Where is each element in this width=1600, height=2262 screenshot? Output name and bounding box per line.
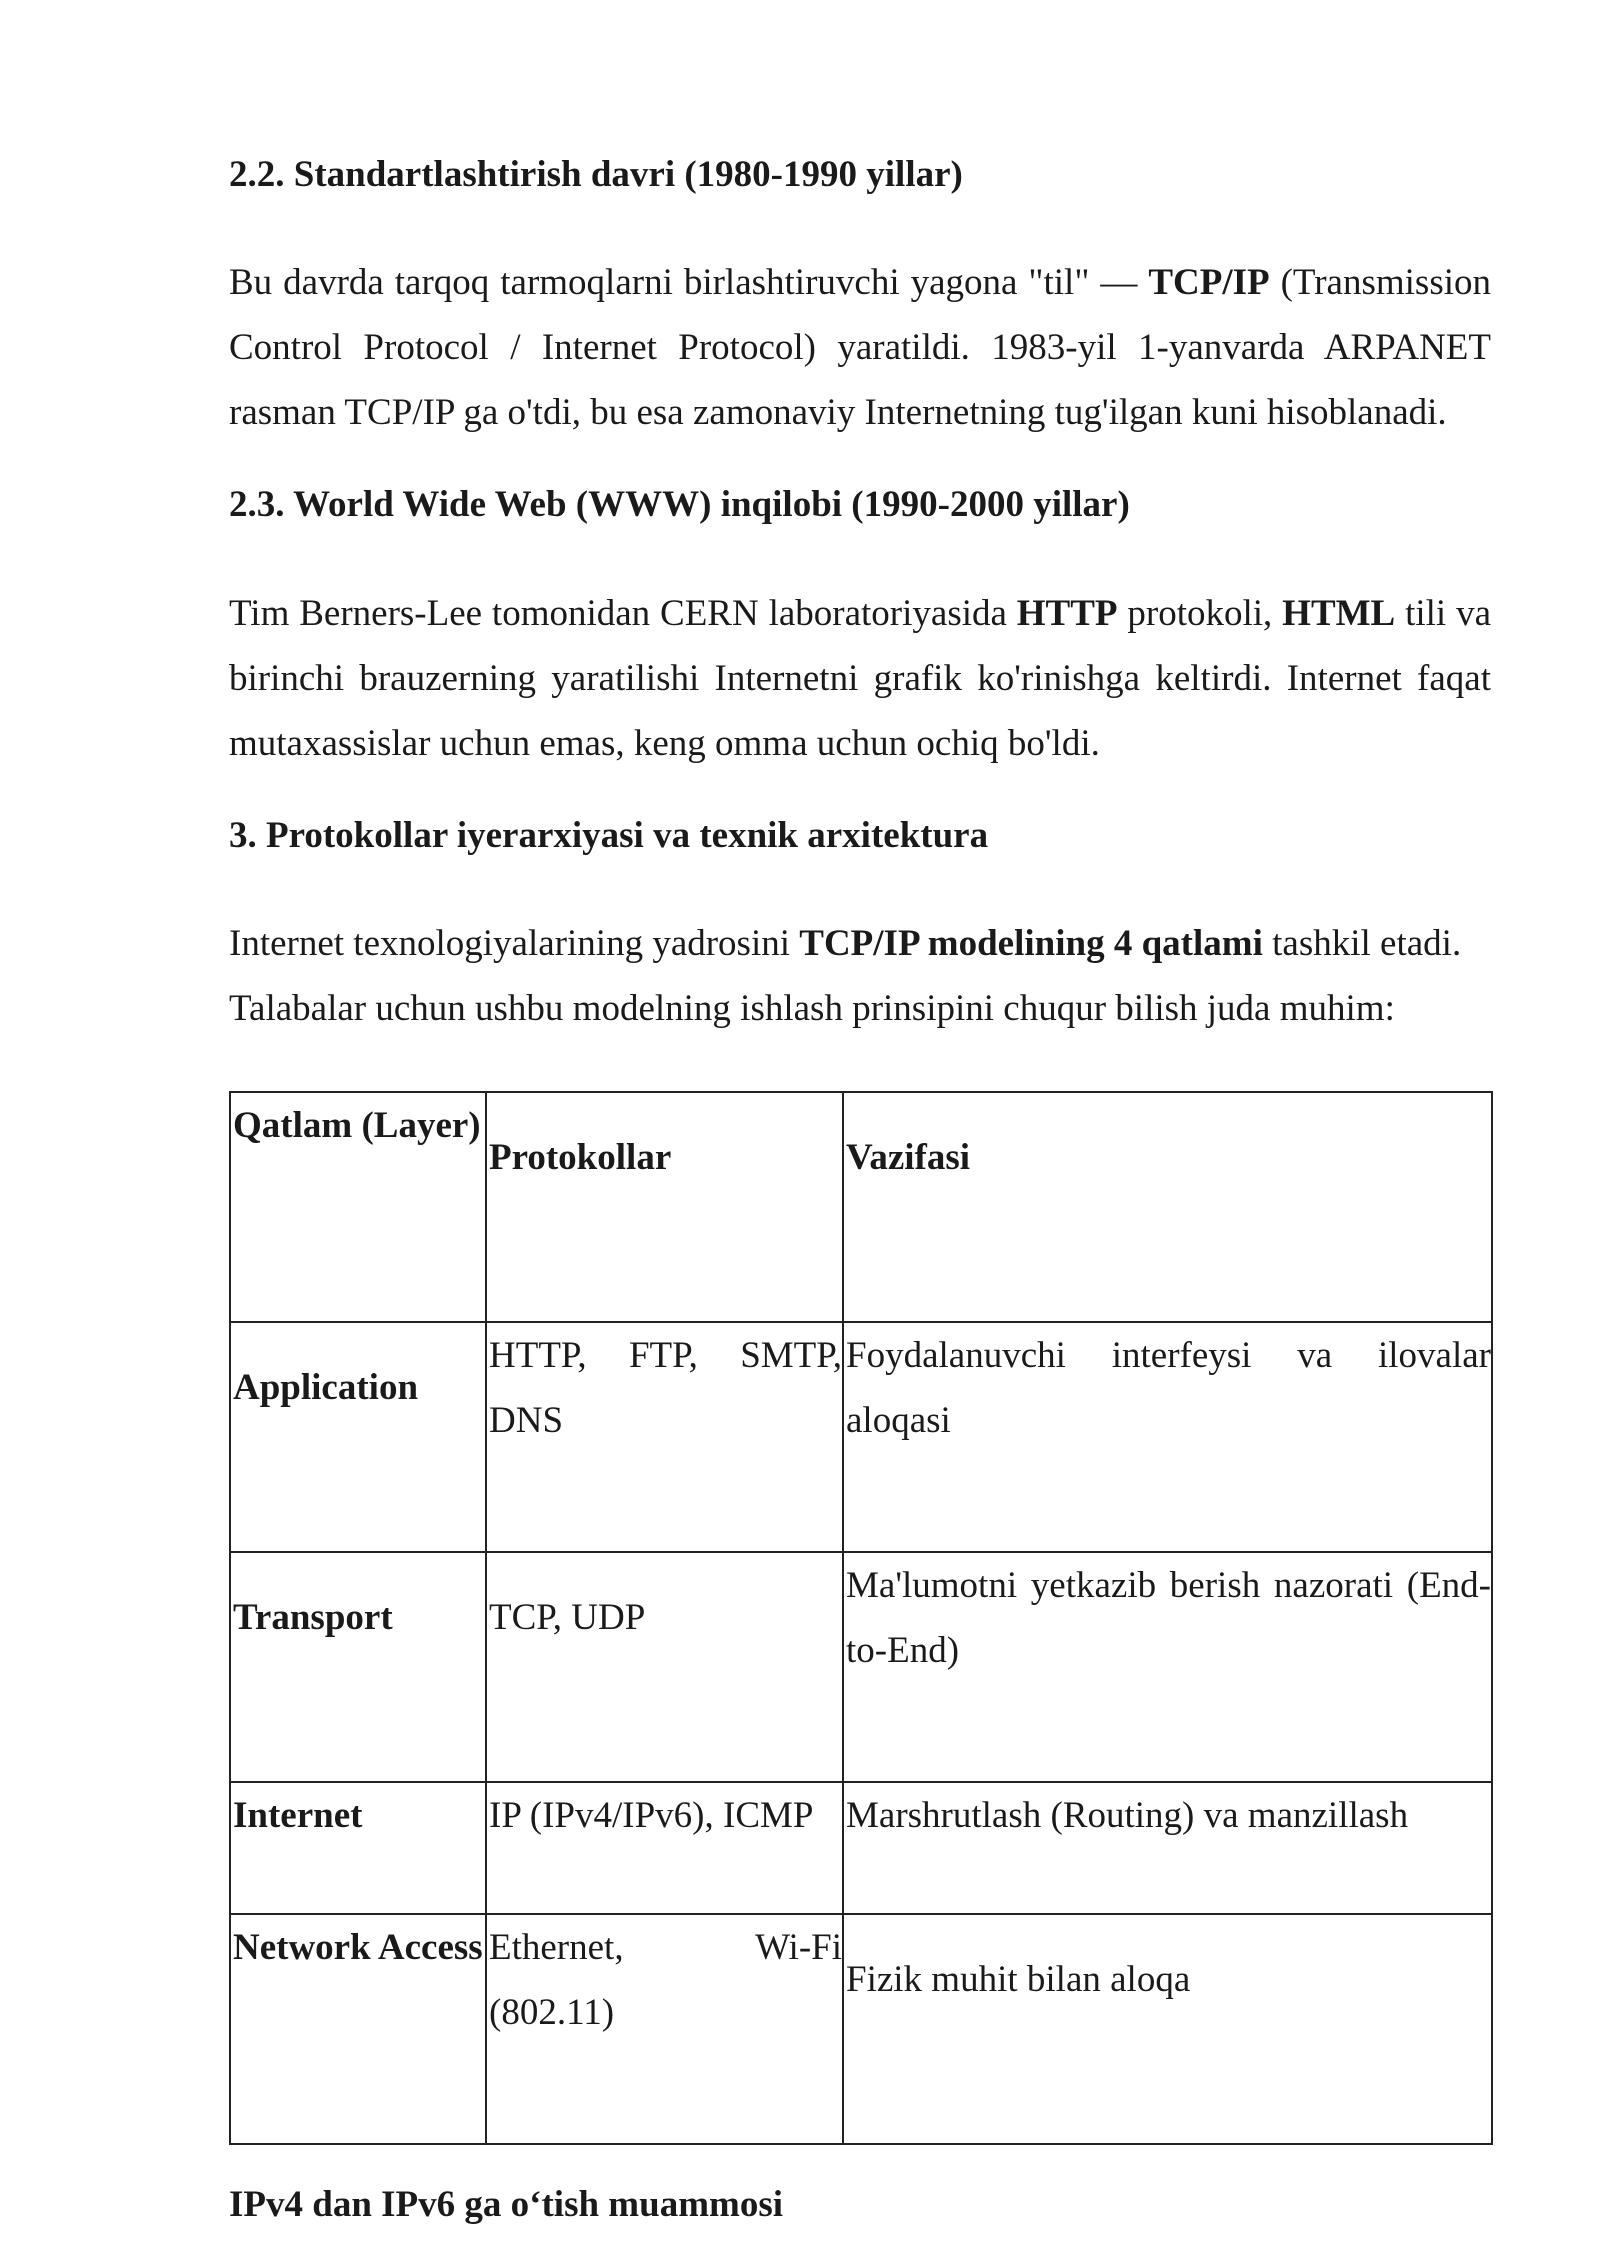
section-heading-2-3: 2.3. World Wide Web (WWW) inqilobi (1990-2000 yillar) bbox=[229, 484, 1130, 526]
table-cell-task: Ma'lumotni yetkazib berish nazorati (End-to-End) bbox=[843, 1552, 1492, 1782]
section-paragraph-2-2 bbox=[229, 250, 1491, 445]
table-cell-task: Marshrutlash (Routing) va manzillash bbox=[843, 1782, 1492, 1914]
table-cell-protocols: Ethernet, Wi-Fi (802.11) bbox=[486, 1914, 843, 2144]
paragraph-bold-text: TCP/IP bbox=[1148, 262, 1270, 304]
table-cell-layer: Transport bbox=[230, 1552, 486, 1782]
paragraph-text: Bu davrda tarqoq tarmoqlarni birlashtiruvchi yagona "til" — bbox=[229, 262, 1149, 304]
section-heading-ipv6: IPv4 dan IPv6 ga o‘tish muammosi bbox=[229, 2184, 784, 2226]
table-header-cell: Vazifasi bbox=[843, 1092, 1492, 1322]
paragraph-bold-text: TCP/IP modelining 4 qatlami bbox=[799, 923, 1263, 965]
tcpip-layers-table bbox=[229, 1091, 1493, 2145]
table-header-cell: Protokollar bbox=[486, 1092, 843, 1322]
table-cell-layer: Application bbox=[230, 1322, 486, 1552]
paragraph-bold-text: HTML bbox=[1282, 592, 1396, 634]
table-row bbox=[230, 1322, 1492, 1552]
section-heading-3: 3. Protokollar iyerarxiyasi va texnik arxitektura bbox=[229, 814, 989, 856]
section-paragraph-2-3 bbox=[229, 581, 1491, 776]
table-header-row bbox=[230, 1092, 1492, 1322]
document-page bbox=[229, 140, 1491, 2228]
paragraph-text: Internet texnologiyalarining yadrosini bbox=[229, 923, 800, 965]
table-cell-layer: Internet bbox=[230, 1782, 486, 1914]
paragraph-text: tili va birinchi brauzerning yaratilishi Internetni grafik ko'rinishga keltirdi. Internet faqat mutaxassislar uchun emas, keng omma uchun ochiq bo'ldi. bbox=[229, 592, 1491, 764]
table-cell-protocols: IP (IPv4/IPv6), ICMP bbox=[486, 1782, 843, 1914]
table-row bbox=[230, 1914, 1492, 2144]
table-cell-protocols: HTTP, FTP, SMTP, DNS bbox=[486, 1322, 843, 1552]
table-cell-task: Fizik muhit bilan aloqa bbox=[843, 1914, 1492, 2144]
table-cell-protocols: TCP, UDP bbox=[486, 1552, 843, 1782]
paragraph-text: tashkil etadi. Talabalar uchun ushbu modelning ishlash prinsipini chuqur bilish juda muhim: bbox=[229, 923, 1462, 1030]
section-heading-2-2: 2.2. Standartlashtirish davri (1980-1990 yillar) bbox=[229, 154, 963, 195]
table-row bbox=[230, 1552, 1492, 1782]
section-paragraph-3 bbox=[229, 911, 1491, 1041]
table-cell-task: Foydalanuvchi interfeysi va ilovalar aloqasi bbox=[843, 1322, 1492, 1552]
table-cell-layer: Network Access bbox=[230, 1914, 486, 2144]
paragraph-text: (Transmission Control Protocol / Internet Protocol) yaratildi. 1983-yil 1-yanvarda ARPANET rasman TCP/IP ga o'tdi, bu esa zamonaviy Internetning tug'ilgan kuni hisoblanadi. bbox=[229, 262, 1492, 434]
table-header-cell: Qatlam (Layer) bbox=[230, 1092, 486, 1322]
paragraph-text: protokoli, bbox=[1117, 592, 1283, 634]
paragraph-bold-text: HTTP bbox=[1016, 592, 1118, 634]
paragraph-text: Tim Berners-Lee tomonidan CERN laboratoriyasida bbox=[229, 592, 1017, 634]
table-row bbox=[230, 1782, 1492, 1914]
